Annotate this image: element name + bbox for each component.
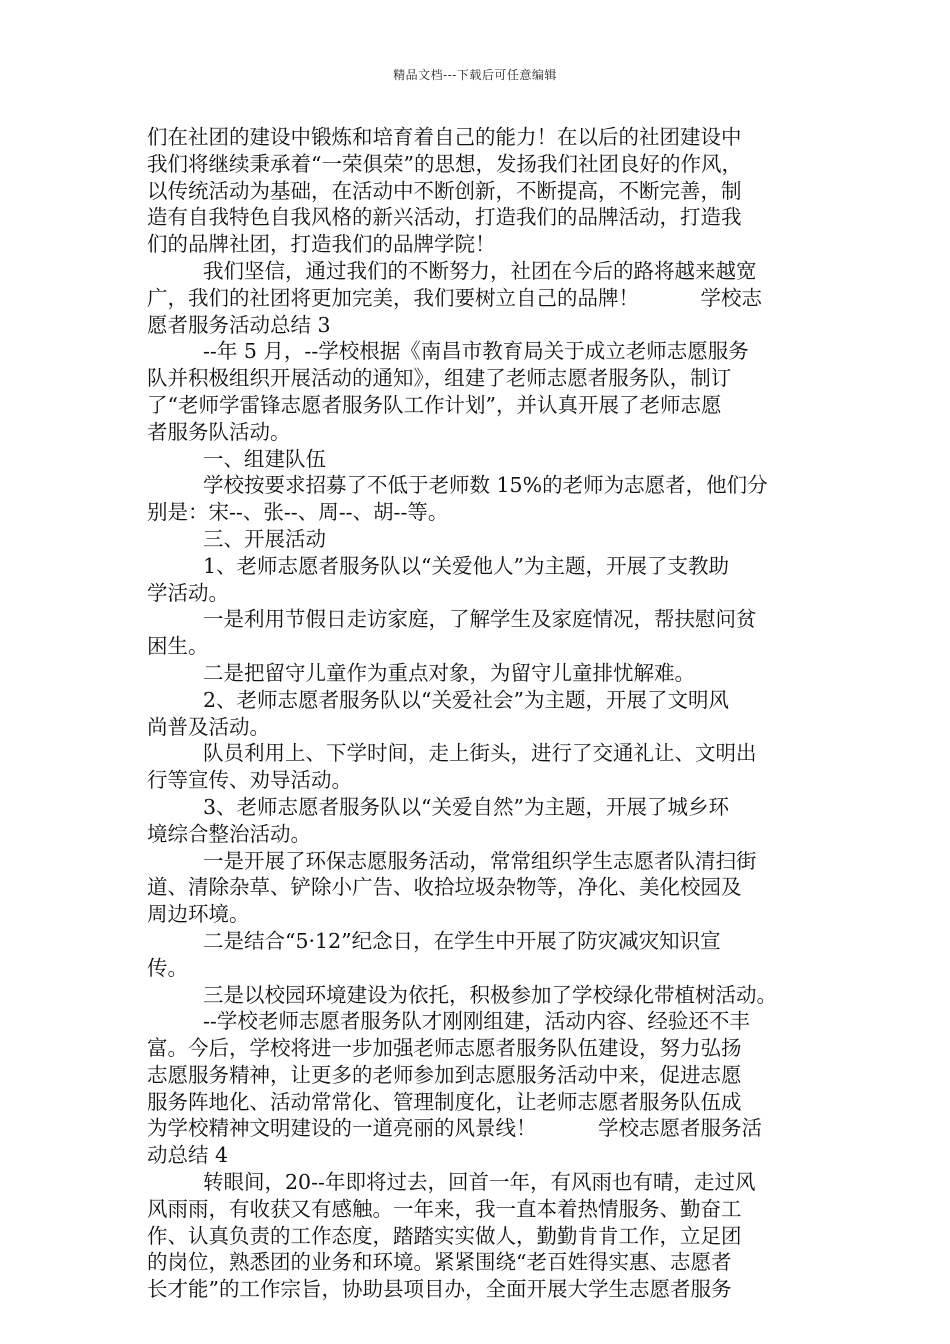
text-line: 2、老师志愿者服务队以“关爱社会”为主题，开展了文明风 (203, 687, 730, 712)
text-line: 造有自我特色自我风格的新兴活动，打造我们的品牌活动，打造我 (147, 205, 742, 230)
text-line: 学校按要求招募了不低于老师数 15%的老师为志愿者，他们分 (203, 473, 768, 498)
text-line: 周边环境。 (147, 902, 250, 927)
text-line: 境综合整治活动。 (147, 821, 311, 846)
text-line: --年 5 月，--学校根据《南昌市教育局关于成立老师志愿服务 (203, 339, 749, 364)
text-line: 我们坚信，通过我们的不断努力，社团在今后的路将越来越宽 (203, 258, 757, 283)
text-line: 们在社团的建设中锻炼和培育着自己的能力！在以后的社团建设中 (147, 125, 742, 149)
text-line: 困生。 (147, 634, 209, 659)
text-line: 作、认真负责的工作态度，踏踏实实做人，勤勤肯肯工作，立足团 (147, 1223, 742, 1248)
text-line: 道、清除杂草、铲除小广告、收拾垃圾杂物等，净化、美化校园及 (147, 875, 742, 900)
text-line: 者服务队活动。 (147, 419, 291, 444)
text-line: 尚普及活动。 (147, 714, 270, 739)
text-line: 传。 (147, 955, 188, 980)
text-line: --学校老师志愿者服务队才刚刚组建，活动内容、经验还不丰 (203, 1009, 750, 1034)
text-line: 转眼间，20--年即将过去，回首一年，有风雨也有晴，走过风 (203, 1170, 756, 1195)
text-line: 3、老师志愿者服务队以“关爱自然”为主题，开展了城乡环 (203, 794, 730, 819)
text-line: 动总结 4 (147, 1143, 229, 1168)
text-line: 学活动。 (147, 580, 229, 605)
text-line: 服务阵地化、活动常常化、管理制度化，让老师志愿者服务队伍成 (147, 1089, 742, 1114)
text-line: 风雨雨，有收获又有感触。一年来，我一直本着热情服务、勤奋工 (147, 1196, 742, 1221)
text-line: 别是：宋--、张--、周--、胡--等。 (147, 500, 449, 525)
text-line: 们的品牌社团，打造我们的品牌学院！ (147, 232, 496, 257)
text-line: 愿者服务活动总结 3 (147, 312, 331, 337)
text-line: 1、老师志愿者服务队以“关爱他人”为主题，开展了支教助 (203, 553, 730, 578)
text-line: 一是开展了环保志愿服务活动，常常组织学生志愿者队清扫街 (203, 848, 757, 873)
text-line: 长才能”的工作宗旨，协助县项目办，全面开展大学生志愿者服务 (147, 1277, 732, 1302)
text-line: 队员利用上、下学时间，走上街头，进行了交通礼让、文明出 (203, 741, 757, 766)
text-line: 二是把留守儿童作为重点对象，为留守儿童排忧解难。 (203, 660, 695, 685)
text-line: 二是结合“5·12”纪念日，在学生中开展了防灾减灾知识宣 (203, 928, 721, 953)
text-line: 广，我们的社团将更加完美，我们要树立自己的品牌！ 学校志 (147, 285, 762, 310)
text-line: 志愿服务精神，让更多的老师参加到志愿服务活动中来，促进志愿 (147, 1062, 742, 1087)
text-line: 队并积极组织开展活动的通知》，组建了老师志愿者服务队，制订 (147, 366, 732, 391)
text-line: 了“老师学雷锋志愿者服务队工作计划”，并认真开展了老师志愿 (147, 392, 722, 417)
text-line: 富。今后，学校将进一步加强老师志愿者服务队伍建设，努力弘扬 (147, 1036, 742, 1061)
text-line: 为学校精神文明建设的一道亮丽的风景线！ 学校志愿者服务活 (147, 1116, 762, 1141)
text-line: 的岗位，熟悉团的业务和环境。紧紧围绕“老百姓得实惠、志愿者 (147, 1250, 732, 1275)
page-header: 精品文档---下载后可任意编辑 (393, 68, 557, 82)
text-line: 一是利用节假日走访家庭，了解学生及家庭情况，帮扶慰问贫 (203, 607, 757, 632)
text-line: 我们将继续秉承着“一荣俱荣”的思想，发扬我们社团良好的作风， (147, 151, 742, 176)
text-line: 一、组建队伍 (203, 446, 326, 471)
text-line: 行等宣传、劝导活动。 (147, 768, 352, 793)
text-line: 三是以校园环境建设为依托，积极参加了学校绿化带植树活动。 (203, 982, 777, 1007)
document-body (147, 124, 823, 1303)
text-line: 以传统活动为基础，在活动中不断创新，不断提高，不断完善，制 (147, 178, 742, 203)
text-line: 三、开展活动 (203, 526, 326, 551)
